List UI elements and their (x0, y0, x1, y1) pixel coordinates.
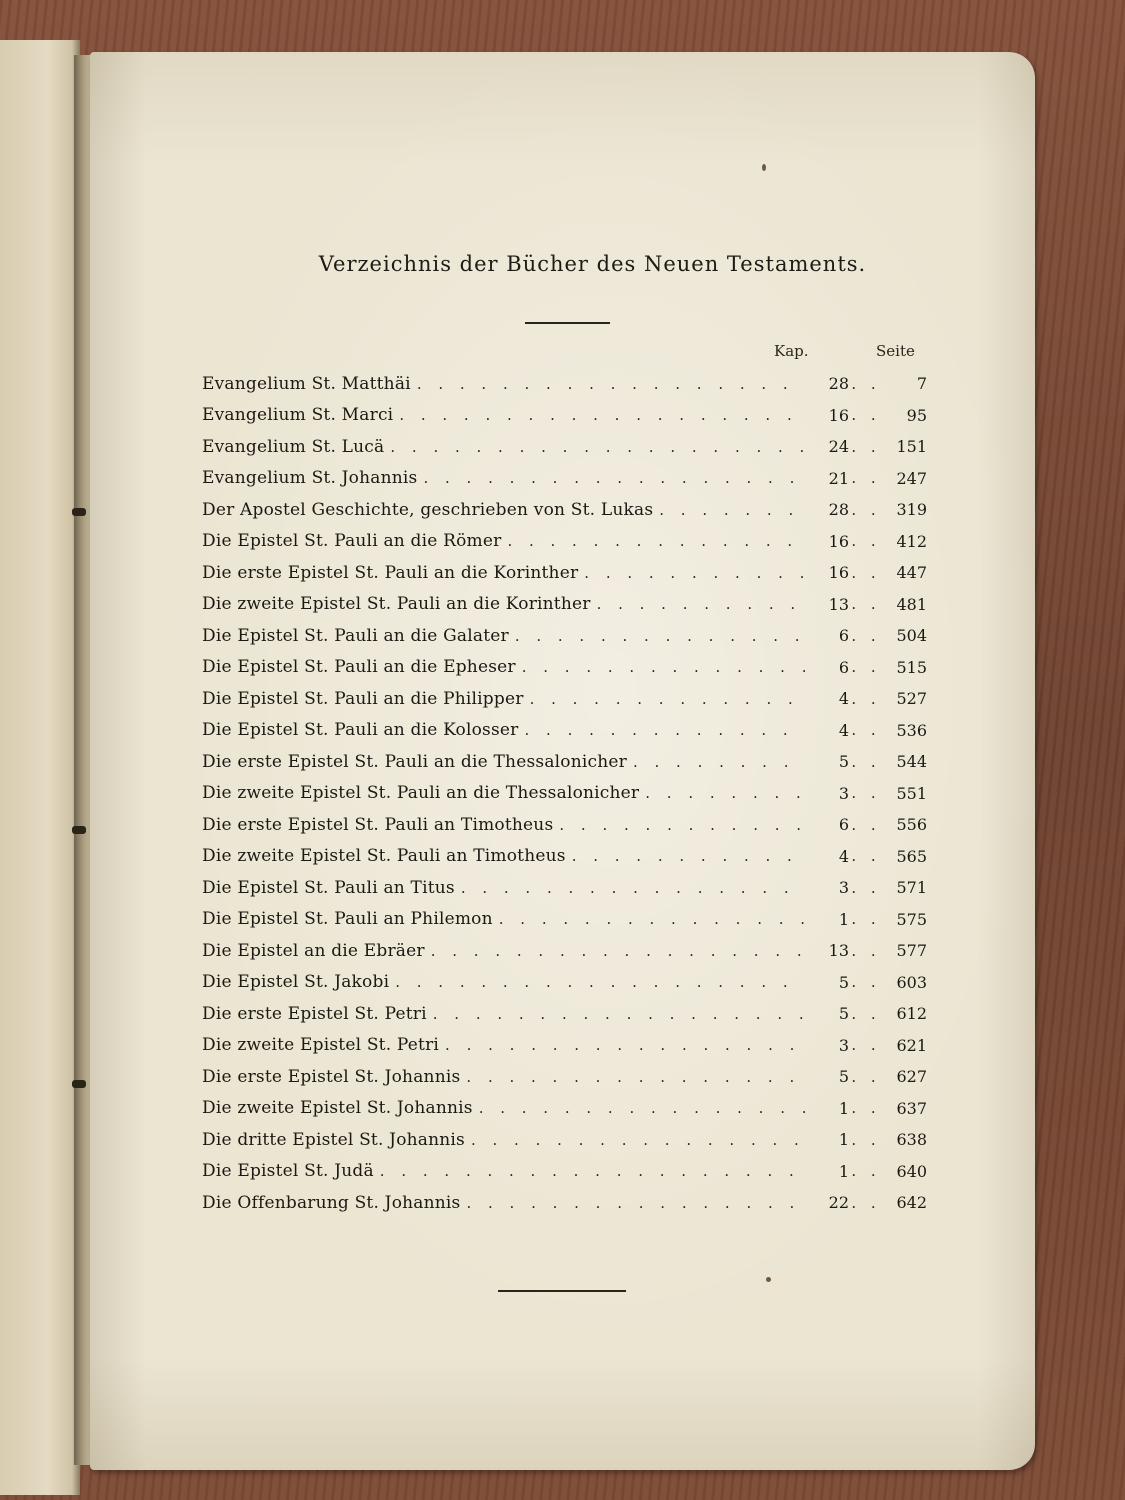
toc-entry-page: 544 (896, 752, 927, 772)
toc-entry-title: Die erste Epistel St. Pauli an die Thessalonicher (202, 751, 627, 772)
dot-leader (471, 1131, 805, 1149)
dot-leader (633, 753, 805, 771)
dot-leader (380, 1162, 805, 1180)
dot-leader (559, 816, 805, 834)
toc-entry-page: 571 (896, 878, 927, 898)
toc-entry (202, 841, 927, 873)
toc-entry-chapters: 6 (838, 815, 849, 835)
toc-entry-page: 95 (906, 405, 927, 425)
toc-entry-page: 565 (896, 846, 927, 866)
toc-entry-chapters: 1 (838, 909, 849, 929)
toc-entry (202, 652, 927, 684)
dot-leader (515, 627, 805, 645)
toc-entry-page: 7 (916, 374, 927, 394)
binding-stitch (72, 508, 86, 516)
toc-entry-page: 621 (896, 1035, 927, 1055)
toc-entry (202, 935, 927, 967)
dot-leader (645, 784, 805, 802)
toc-entry (202, 715, 927, 747)
toc-entry-chapters: 5 (838, 1067, 849, 1087)
toc-entry (202, 809, 927, 841)
dot-separator: . . (851, 1193, 881, 1212)
dot-separator: . . (851, 910, 881, 929)
dot-leader (572, 847, 805, 865)
toc-entry-page: 536 (896, 720, 927, 740)
toc-entry (202, 1187, 927, 1219)
dot-separator: . . (851, 752, 881, 771)
toc-entry-chapters: 3 (838, 1035, 849, 1055)
toc-entry (202, 1093, 927, 1125)
dot-separator: . . (851, 437, 881, 456)
toc-entry-title: Die zweite Epistel St. Pauli an die Thessalonicher (202, 783, 640, 804)
toc-entry-chapters: 6 (838, 657, 849, 677)
toc-entry-page: 638 (896, 1130, 927, 1150)
toc-entry-page: 412 (896, 531, 927, 551)
dot-separator: . . (851, 563, 881, 582)
dot-separator: . . (851, 500, 881, 519)
toc-entry (202, 431, 927, 463)
toc-entry-chapters: 24 (828, 437, 849, 457)
toc-entry-chapters: 16 (828, 531, 849, 551)
dot-separator: . . (851, 721, 881, 740)
toc-entry (202, 589, 927, 621)
toc-entry-title: Die zweite Epistel St. Pauli an die Korinther (202, 594, 591, 615)
page-title: Verzeichnis der Bücher des Neuen Testaments. (318, 252, 867, 276)
dot-separator: . . (851, 815, 881, 834)
toc-entry-page: 637 (896, 1098, 927, 1118)
toc-entry-title: Die zweite Epistel St. Petri (202, 1035, 440, 1056)
toc-entry-chapters: 28 (828, 500, 849, 520)
toc-entry-chapters: 13 (828, 941, 849, 961)
dot-leader (399, 406, 805, 424)
toc-entry-chapters: 1 (838, 1130, 849, 1150)
toc-entry (202, 998, 927, 1030)
dot-leader (433, 1005, 805, 1023)
toc-entry-chapters: 4 (838, 689, 849, 709)
toc-entry-title: Evangelium St. Matthäi (202, 373, 411, 394)
toc-entry (202, 463, 927, 495)
toc-entry (202, 368, 927, 400)
dot-separator: . . (851, 1130, 881, 1149)
title-divider (525, 322, 610, 324)
dot-separator: . . (851, 847, 881, 866)
dot-leader (525, 721, 806, 739)
dot-separator: . . (851, 626, 881, 645)
column-header-page: Seite (876, 342, 915, 360)
toc-entry (202, 526, 927, 558)
dot-separator: . . (851, 469, 881, 488)
dot-leader (584, 564, 805, 582)
dot-leader (395, 973, 805, 991)
dot-leader (507, 532, 805, 550)
toc-entry-page: 527 (896, 689, 927, 709)
toc-entry-chapters: 5 (838, 972, 849, 992)
toc-entry-title: Die Epistel St. Pauli an Philemon (202, 909, 493, 930)
toc-entry-chapters: 1 (838, 1098, 849, 1118)
dot-leader (597, 595, 805, 613)
toc-entry-title: Die Epistel St. Jakobi (202, 972, 390, 993)
toc-entry (202, 494, 927, 526)
dot-leader (479, 1099, 805, 1117)
dot-separator: . . (851, 1036, 881, 1055)
dot-separator: . . (851, 689, 881, 708)
toc-entry-page: 642 (896, 1193, 927, 1213)
toc-entry-title: Evangelium St. Johannis (202, 468, 418, 489)
dot-separator: . . (851, 1004, 881, 1023)
binding-stitch (72, 826, 86, 834)
dot-leader (499, 910, 805, 928)
toc-entry-title: Die dritte Epistel St. Johannis (202, 1129, 465, 1150)
toc-entry-page: 603 (896, 972, 927, 992)
toc-entry-chapters: 4 (838, 720, 849, 740)
toc-entry-title: Die Epistel St. Pauli an die Philipper (202, 688, 524, 709)
toc-entry-title: Die Epistel St. Pauli an die Kolosser (202, 720, 519, 741)
dot-separator: . . (851, 973, 881, 992)
toc-entry-chapters: 6 (838, 626, 849, 646)
toc-entry-title: Die erste Epistel St. Petri (202, 1003, 427, 1024)
dot-leader (461, 879, 805, 897)
dot-separator: . . (851, 1099, 881, 1118)
dot-separator: . . (851, 595, 881, 614)
toc-entry-page: 515 (896, 657, 927, 677)
toc-entry-chapters: 3 (838, 878, 849, 898)
toc-entry-title: Die zweite Epistel St. Pauli an Timotheus (202, 846, 566, 867)
dot-separator: . . (851, 406, 881, 425)
toc-entry-chapters: 13 (828, 594, 849, 614)
toc-entry (202, 1030, 927, 1062)
toc-entry-chapters: 16 (828, 405, 849, 425)
paper-speck (762, 164, 766, 171)
dot-leader (390, 438, 805, 456)
toc-entry-page: 504 (896, 626, 927, 646)
toc-entry-page: 247 (896, 468, 927, 488)
toc-entry-title: Die Epistel St. Pauli an die Galater (202, 625, 509, 646)
toc-entry (202, 1061, 927, 1093)
toc-entry-chapters: 1 (838, 1161, 849, 1181)
toc-entry-page: 627 (896, 1067, 927, 1087)
toc-entry-page: 151 (896, 437, 927, 457)
toc-entry-title: Die Epistel St. Judä (202, 1161, 374, 1182)
toc-entry (202, 400, 927, 432)
dot-separator: . . (851, 941, 881, 960)
toc-entry-chapters: 22 (828, 1193, 849, 1213)
toc-entry (202, 746, 927, 778)
toc-entry (202, 1156, 927, 1188)
toc-entry (202, 967, 927, 999)
binding-stitch (72, 1080, 86, 1088)
toc-entry-title: Die erste Epistel St. Pauli an die Korinther (202, 562, 579, 583)
dot-separator: . . (851, 374, 881, 393)
toc-entry-chapters: 5 (838, 1004, 849, 1024)
toc-entry (202, 1124, 927, 1156)
dot-separator: . . (851, 532, 881, 551)
toc-entry-title: Die Epistel St. Pauli an Titus (202, 877, 455, 898)
toc-entry-chapters: 5 (838, 752, 849, 772)
dot-leader (466, 1068, 805, 1086)
toc-entry-page: 481 (896, 594, 927, 614)
toc-entry-title: Die Epistel St. Pauli an die Epheser (202, 657, 516, 678)
table-of-contents (202, 368, 927, 1219)
toc-entry (202, 683, 927, 715)
toc-entry-title: Die zweite Epistel St. Johannis (202, 1098, 473, 1119)
dot-separator: . . (851, 784, 881, 803)
toc-entry-page: 556 (896, 815, 927, 835)
dot-separator: . . (851, 658, 881, 677)
toc-entry-page: 447 (896, 563, 927, 583)
toc-entry-chapters: 16 (828, 563, 849, 583)
toc-entry-title: Die erste Epistel St. Pauli an Timotheus (202, 814, 554, 835)
toc-entry-page: 640 (896, 1161, 927, 1181)
dot-leader (423, 469, 805, 487)
toc-entry-page: 551 (896, 783, 927, 803)
toc-entry-title: Die Epistel an die Ebräer (202, 940, 425, 961)
dot-leader (659, 501, 805, 519)
left-page-edge (0, 40, 80, 1495)
toc-entry-page: 612 (896, 1004, 927, 1024)
toc-entry-chapters: 21 (828, 468, 849, 488)
end-divider (498, 1290, 626, 1292)
toc-entry (202, 778, 927, 810)
toc-entry-page: 319 (896, 500, 927, 520)
paper-speck (766, 1277, 771, 1282)
toc-entry-page: 575 (896, 909, 927, 929)
toc-entry-chapters: 3 (838, 783, 849, 803)
dot-separator: . . (851, 1067, 881, 1086)
toc-entry-chapters: 28 (828, 374, 849, 394)
dot-leader (466, 1194, 805, 1212)
toc-entry-title: Evangelium St. Marci (202, 405, 394, 426)
toc-entry-title: Evangelium St. Lucä (202, 436, 385, 457)
toc-entry (202, 872, 927, 904)
dot-leader (445, 1036, 805, 1054)
dot-leader (431, 942, 805, 960)
toc-entry-title: Die Offenbarung St. Johannis (202, 1192, 461, 1213)
toc-entry (202, 904, 927, 936)
dot-leader (417, 375, 805, 393)
dot-leader (522, 658, 805, 676)
toc-entry-title: Der Apostel Geschichte, geschrieben von St. Lukas (202, 499, 654, 520)
dot-separator: . . (851, 878, 881, 897)
column-header-chapters: Kap. (774, 342, 809, 360)
book-page (90, 52, 1035, 1470)
toc-entry-page: 577 (896, 941, 927, 961)
toc-entry-title: Die Epistel St. Pauli an die Römer (202, 531, 502, 552)
toc-entry (202, 620, 927, 652)
toc-entry-title: Die erste Epistel St. Johannis (202, 1066, 461, 1087)
dot-leader (530, 690, 805, 708)
dot-separator: . . (851, 1162, 881, 1181)
toc-entry-chapters: 4 (838, 846, 849, 866)
toc-entry (202, 557, 927, 589)
